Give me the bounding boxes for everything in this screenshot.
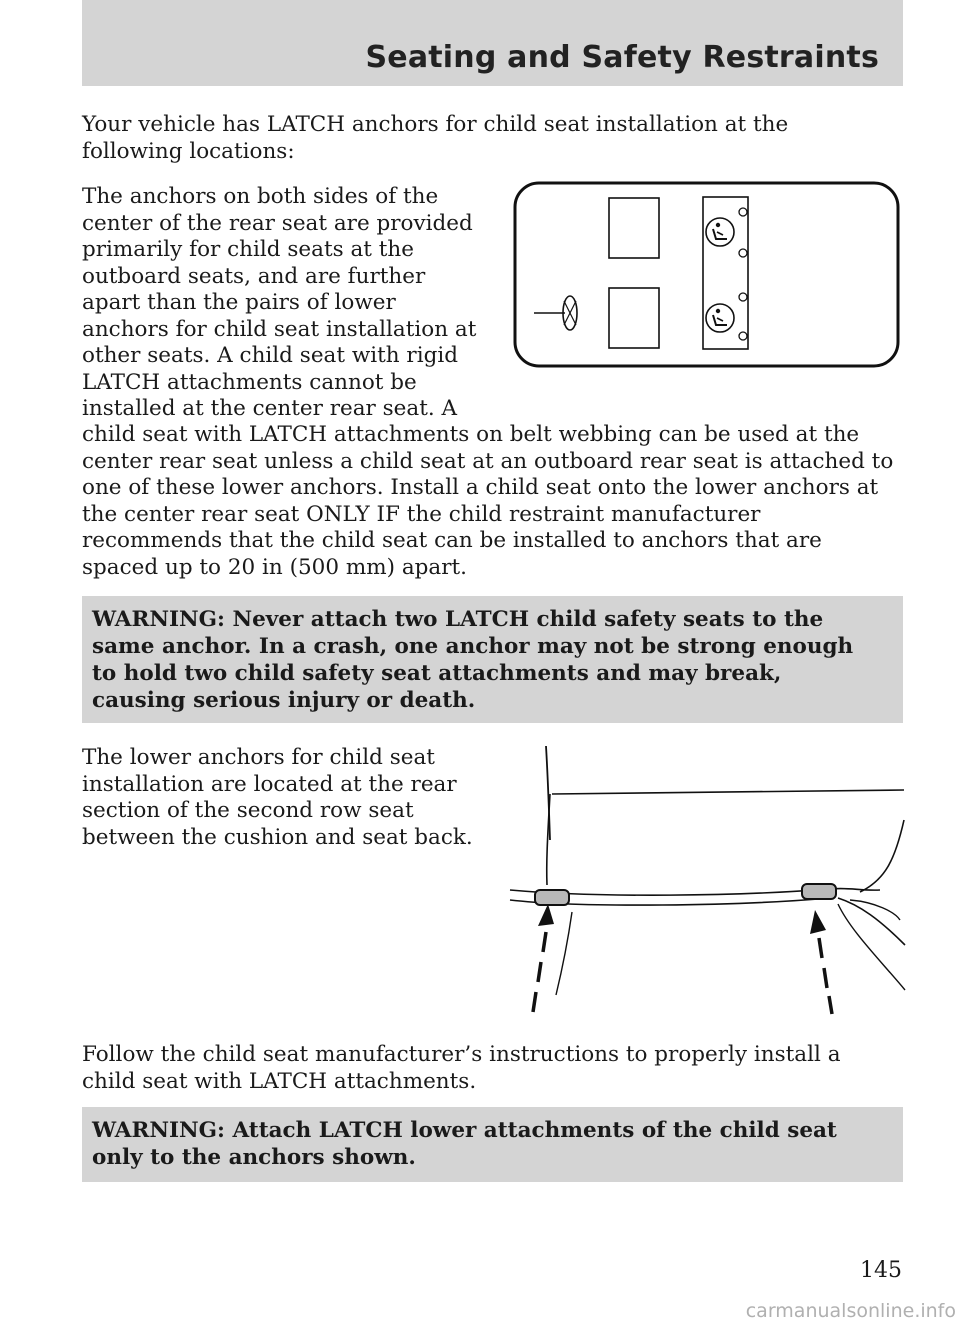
warning-box-anchors-shown <box>82 1107 903 1182</box>
text-line: apart than the pairs of lower <box>82 290 396 315</box>
anchor-point <box>739 332 747 340</box>
lower-anchor-marker <box>535 890 569 905</box>
page-number: 145 <box>860 1258 902 1283</box>
arrow-icon <box>533 904 554 1012</box>
warning-text: WARNING: Attach LATCH lower attachments of the child seat only to the anchors shown. <box>92 1118 837 1170</box>
lower-anchor-illustration <box>500 740 910 1020</box>
text-line: anchors for child seat installation at <box>82 316 477 342</box>
text-line: other seats. A child seat with rigid <box>82 343 458 368</box>
text-line: The lower anchors for child seat <box>82 745 435 770</box>
text-line: section of the second row seat <box>82 798 414 823</box>
lower-anchor-marker <box>802 884 836 899</box>
anchor-point <box>739 293 747 301</box>
warning-text: WARNING: Never attach two LATCH child safety seats to the same anchor. In a crash, one anchor may not be strong enough to hold two child safety seat attachments and may break, causing serious injury or death. <box>92 607 854 713</box>
anchor-location-diagram <box>510 180 902 370</box>
anchor-point <box>739 208 747 216</box>
text-line: LATCH attachments cannot be <box>82 369 417 395</box>
header-bar <box>82 0 903 86</box>
arrow-icon <box>810 910 832 1014</box>
follow-instructions-paragraph: Follow the child seat manufacturer’s instructions to properly install a child seat with LATCH attachments. <box>82 1042 841 1094</box>
text-line: installation are located at the rear <box>82 771 457 797</box>
text-line: outboard seats, and are further <box>82 263 426 289</box>
anchor-spacing-continued: child seat with LATCH attachments on belt webbing can be used at the center rear seat unless a child seat at an outboard rear seat is attached to one of these lower anchors. Install a child seat onto the lower anchors at the center rear seat ONLY IF the child restraint manufacturer recommends that the child seat can be installed to anchors that are spaced up to 20 in (500 mm) apart. <box>82 422 894 580</box>
anchor-point <box>739 249 747 257</box>
seat-right-contour <box>850 900 900 920</box>
seat-back-top <box>552 790 904 794</box>
warning-box-two-seats <box>82 596 903 723</box>
vehicle-outline <box>515 183 898 366</box>
text-line: between the cushion and seat back. <box>82 824 473 850</box>
text-line: center of the rear seat are provided <box>82 210 473 236</box>
seat-right-contour <box>860 820 904 892</box>
intro-paragraph: Your vehicle has LATCH anchors for child seat installation at the following locations: <box>82 112 789 164</box>
anchor-spacing-paragraph <box>82 184 502 423</box>
lower-anchor-paragraph <box>82 745 502 851</box>
child-seat-icon <box>706 218 734 246</box>
text-line: primarily for child seats at the <box>82 237 414 262</box>
seat-right-contour <box>838 904 905 990</box>
text-line: The anchors on both sides of the <box>82 184 439 209</box>
text-line: installed at the center rear seat. A <box>82 396 458 421</box>
seat-left-contour <box>556 912 572 995</box>
child-seat-icon <box>706 304 734 332</box>
footer-watermark: carmanualsonline.info <box>745 1300 956 1322</box>
section-title: Seating and Safety Restraints <box>365 40 879 75</box>
